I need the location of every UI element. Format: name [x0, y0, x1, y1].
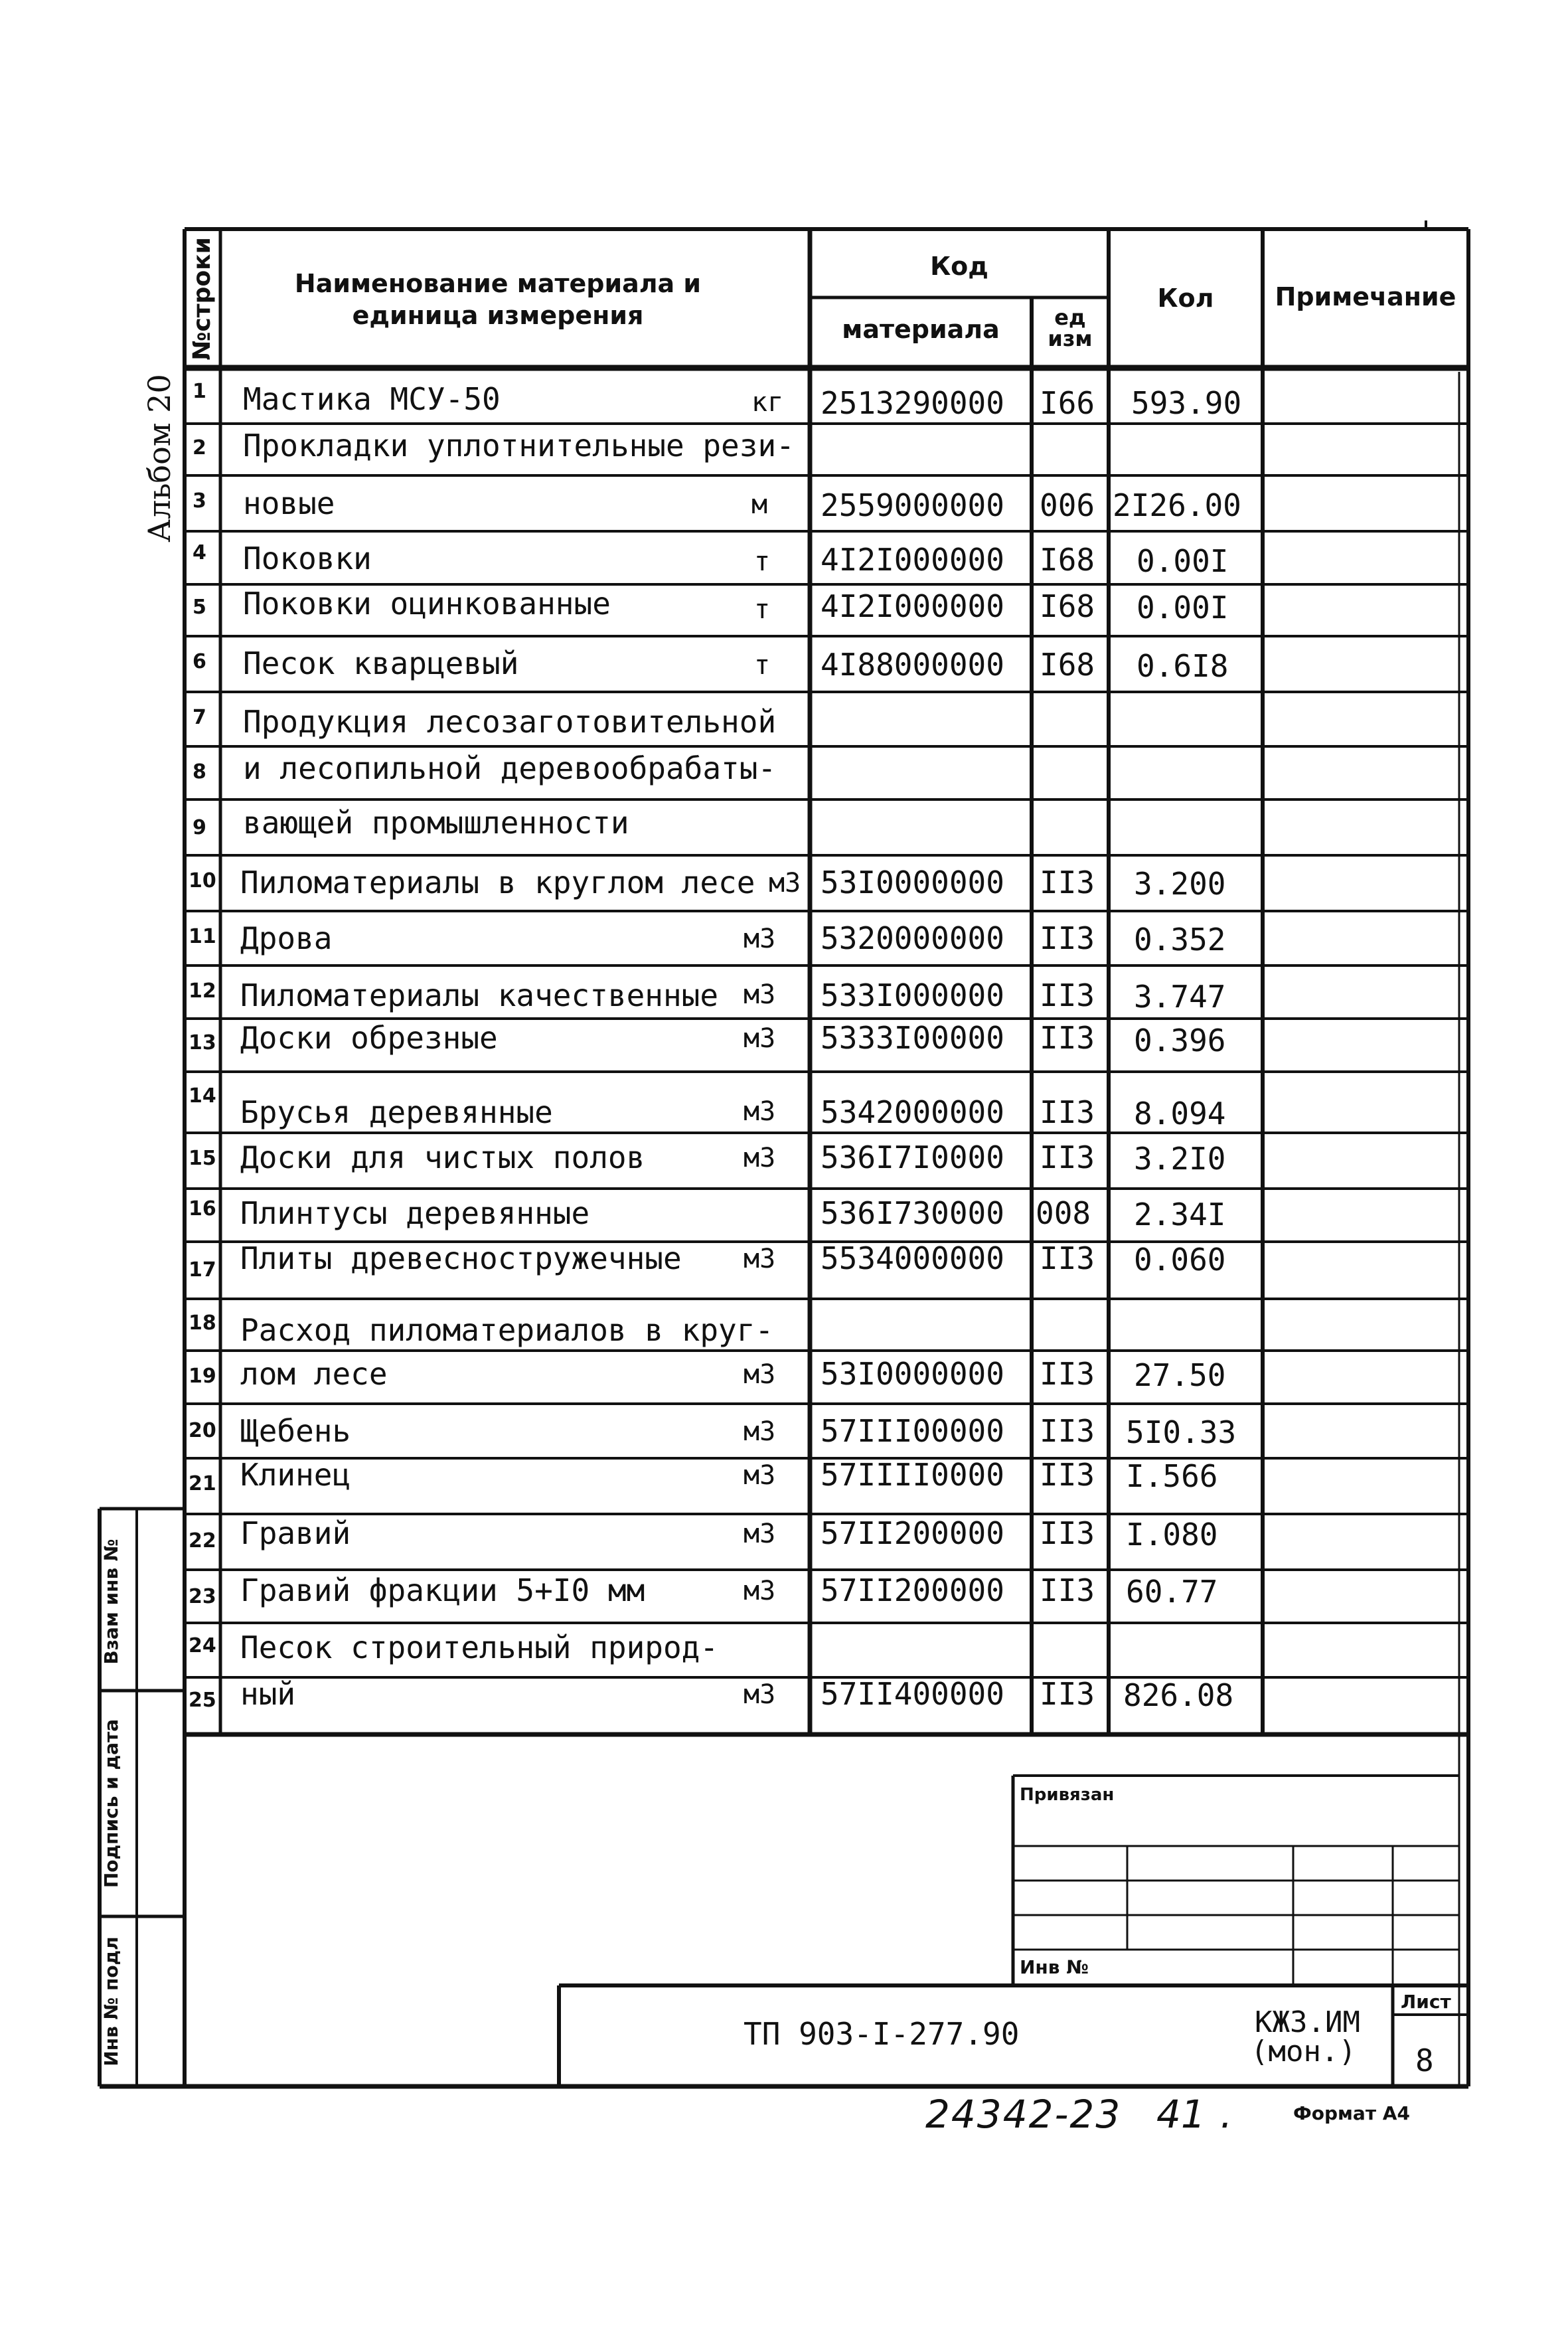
- material-name: Доски обрезные: [240, 1020, 498, 1056]
- unit-code: 006: [1040, 487, 1095, 523]
- quantity: 2.34I: [1134, 1197, 1226, 1232]
- unit-code: II3: [1040, 1413, 1095, 1449]
- footer-dot: .: [1220, 2092, 1233, 2137]
- unit-name: м3: [744, 1519, 776, 1549]
- unit-name: м3: [744, 1576, 776, 1606]
- material-code: 5342000000: [821, 1094, 1004, 1130]
- material-name: ный: [240, 1676, 296, 1712]
- material-code: 4I2I000000: [821, 588, 1004, 624]
- quantity: 8.094: [1134, 1096, 1226, 1132]
- privyazan-label: Привязан: [1020, 1785, 1115, 1805]
- row-number: 5: [193, 596, 206, 619]
- unit-name: т: [754, 594, 771, 625]
- unit-code: 008: [1036, 1195, 1091, 1231]
- quantity: 27.50: [1134, 1357, 1226, 1393]
- unit-name: м3: [744, 1023, 776, 1054]
- unit-code: II3: [1040, 1356, 1095, 1392]
- unit-code: II3: [1040, 1676, 1095, 1712]
- row-number: 12: [189, 979, 216, 1003]
- unit-code: II3: [1040, 1572, 1095, 1608]
- row-number: 14: [189, 1084, 216, 1108]
- row-number: 6: [193, 650, 206, 673]
- quantity: 0.396: [1134, 1023, 1226, 1058]
- row-number: 1: [193, 380, 206, 403]
- material-name: Щебень: [240, 1413, 351, 1449]
- material-code: 57IIII0000: [821, 1457, 1004, 1493]
- unit-code: I66: [1040, 385, 1095, 421]
- material-code: 4I2I000000: [821, 542, 1004, 578]
- quantity: 60.77: [1126, 1574, 1218, 1610]
- material-code: 2559000000: [821, 487, 1004, 523]
- row-number: 17: [189, 1258, 216, 1282]
- unit-name: м3: [744, 1460, 776, 1491]
- unit-name: м3: [744, 1679, 776, 1710]
- handwritten-page: 41: [1156, 2092, 1206, 2137]
- row-number: 23: [189, 1585, 216, 1608]
- material-name: Продукция лесозаготовительной: [243, 704, 777, 740]
- row-number: 2: [193, 436, 206, 460]
- material-code: 2513290000: [821, 385, 1004, 421]
- material-code: 536I7I0000: [821, 1139, 1004, 1175]
- material-name: Доски для чистых полов: [240, 1139, 645, 1175]
- unit-name: кг: [751, 387, 784, 418]
- material-code: 57II200000: [821, 1572, 1004, 1608]
- material-code: 4I88000000: [821, 647, 1004, 683]
- unit-name: м3: [744, 1096, 776, 1127]
- quantity: 0.00I: [1137, 543, 1229, 579]
- material-name: лом лесе: [240, 1356, 388, 1392]
- material-name: Пиломатериалы в круглом лесе: [240, 865, 755, 900]
- document-mark: КЖ3.ИМ: [1255, 2005, 1360, 2039]
- material-code: 5320000000: [821, 920, 1004, 956]
- sheet-label: Лист: [1401, 1991, 1451, 2013]
- sheet-number: 8: [1415, 2043, 1434, 2078]
- quantity: 3.200: [1134, 866, 1226, 902]
- row-number: 3: [193, 489, 206, 513]
- unit-code: II3: [1040, 1094, 1095, 1130]
- row-number: 19: [189, 1365, 216, 1388]
- unit-name: м3: [744, 1244, 776, 1274]
- material-code: 57II200000: [821, 1515, 1004, 1551]
- quantity: 826.08: [1123, 1677, 1234, 1713]
- quantity: 2I26.00: [1113, 487, 1241, 523]
- quantity: 3.2I0: [1134, 1141, 1226, 1177]
- material-name: Гравий фракции 5+I0 мм: [240, 1572, 645, 1608]
- material-code: 533I000000: [821, 977, 1004, 1013]
- row-number: 11: [189, 925, 216, 948]
- unit-code: II3: [1040, 920, 1095, 956]
- quantity: 593.90: [1131, 385, 1242, 421]
- row-number: 7: [193, 706, 206, 729]
- unit-code: I68: [1040, 647, 1095, 683]
- unit-code: II3: [1040, 1020, 1095, 1056]
- material-code: 5333I00000: [821, 1020, 1004, 1056]
- material-name: Дрова: [240, 920, 333, 956]
- unit-name: т: [754, 546, 771, 577]
- unit-name: м3: [744, 979, 776, 1010]
- row-number: 20: [189, 1419, 216, 1442]
- unit-name: м3: [744, 1416, 776, 1447]
- material-name: вающей промышленности: [243, 805, 629, 841]
- material-name: Брусья деревянные: [240, 1094, 553, 1130]
- material-name: Гравий: [240, 1515, 351, 1551]
- handwritten-number: 24342-23: [925, 2092, 1122, 2137]
- material-name: Песок строительный природ-: [240, 1630, 719, 1665]
- document-code: ТП 903-I-277.90: [744, 2016, 1020, 2052]
- stamp-vzam-inv: Взам инв №: [100, 1539, 122, 1665]
- material-code: 53I0000000: [821, 1356, 1004, 1392]
- row-number: 13: [189, 1031, 216, 1054]
- material-name: Поковки: [243, 541, 372, 576]
- material-name: Песок кварцевый: [243, 645, 519, 681]
- material-code: 57II400000: [821, 1676, 1004, 1712]
- quantity: 0.00I: [1137, 590, 1229, 626]
- unit-name: м3: [769, 868, 801, 898]
- document-mark-sub: (мон.): [1251, 2035, 1356, 2068]
- quantity: 5I0.33: [1126, 1414, 1237, 1450]
- unit-code: I68: [1040, 588, 1095, 624]
- unit-name: м3: [744, 1359, 776, 1390]
- format-label: Формат А4: [1293, 2102, 1410, 2124]
- row-number: 22: [189, 1529, 216, 1553]
- unit-code: II3: [1040, 977, 1095, 1013]
- material-name: Расход пиломатериалов в круг-: [240, 1312, 774, 1348]
- row-number: 9: [193, 816, 206, 839]
- unit-code: II3: [1040, 1139, 1095, 1175]
- material-code: 57III00000: [821, 1413, 1004, 1449]
- header-unit-code: ед изм: [1048, 305, 1093, 351]
- unit-name: м3: [744, 924, 776, 954]
- unit-code: II3: [1040, 1457, 1095, 1493]
- unit-code: II3: [1040, 865, 1095, 900]
- row-number: 25: [189, 1689, 216, 1712]
- quantity: 0.6I8: [1137, 648, 1229, 684]
- material-name: Пиломатериалы качественные: [240, 977, 719, 1013]
- quantity: I.080: [1126, 1517, 1218, 1553]
- row-number: 4: [193, 541, 206, 564]
- header-material-code: материала: [842, 315, 1000, 344]
- row-number: 8: [193, 760, 206, 784]
- header-material-name: Наименование материала и единица измерения: [294, 269, 702, 330]
- inv-no-label: Инв №: [1020, 1956, 1089, 1978]
- album-label: Альбом 20: [141, 374, 177, 543]
- row-number: 18: [189, 1311, 216, 1335]
- unit-name: т: [754, 650, 771, 681]
- unit-code: II3: [1040, 1240, 1095, 1276]
- row-number: 21: [189, 1472, 216, 1495]
- unit-name: м3: [744, 1143, 776, 1173]
- material-name: и лесопильной деревообрабаты-: [243, 750, 777, 786]
- quantity: 0.060: [1134, 1242, 1226, 1278]
- header-code: Код: [930, 252, 988, 281]
- material-code: 5534000000: [821, 1240, 1004, 1276]
- row-number: 10: [189, 869, 216, 892]
- material-name: Мастика МСУ-50: [243, 381, 501, 417]
- quantity: 0.352: [1134, 922, 1226, 958]
- quantity: 3.747: [1134, 979, 1226, 1015]
- unit-code: II3: [1040, 1515, 1095, 1551]
- material-name: новые: [243, 485, 335, 521]
- material-name: Клинец: [240, 1457, 351, 1493]
- quantity: I.566: [1126, 1458, 1218, 1494]
- unit-code: I68: [1040, 542, 1095, 578]
- row-number: 24: [189, 1634, 216, 1657]
- header-quantity: Кол: [1157, 284, 1214, 313]
- material-name: Поковки оцинкованные: [243, 586, 611, 622]
- row-number: 15: [189, 1147, 216, 1170]
- material-code: 536I730000: [821, 1195, 1004, 1231]
- stamp-signature-date: Подпись и дата: [100, 1719, 122, 1889]
- header-note: Примечание: [1275, 282, 1456, 311]
- material-code: 53I0000000: [821, 865, 1004, 900]
- stamp-inv-podl: Инв № подл: [100, 1936, 122, 2066]
- row-number: 16: [189, 1197, 216, 1220]
- header-row-number: №строки: [189, 237, 216, 361]
- material-name: Плиты древесностружечные: [240, 1240, 682, 1276]
- unit-name: м: [751, 489, 768, 520]
- material-name: Прокладки уплотнительные рези-: [243, 428, 795, 463]
- material-name: Плинтусы деревянные: [240, 1195, 590, 1231]
